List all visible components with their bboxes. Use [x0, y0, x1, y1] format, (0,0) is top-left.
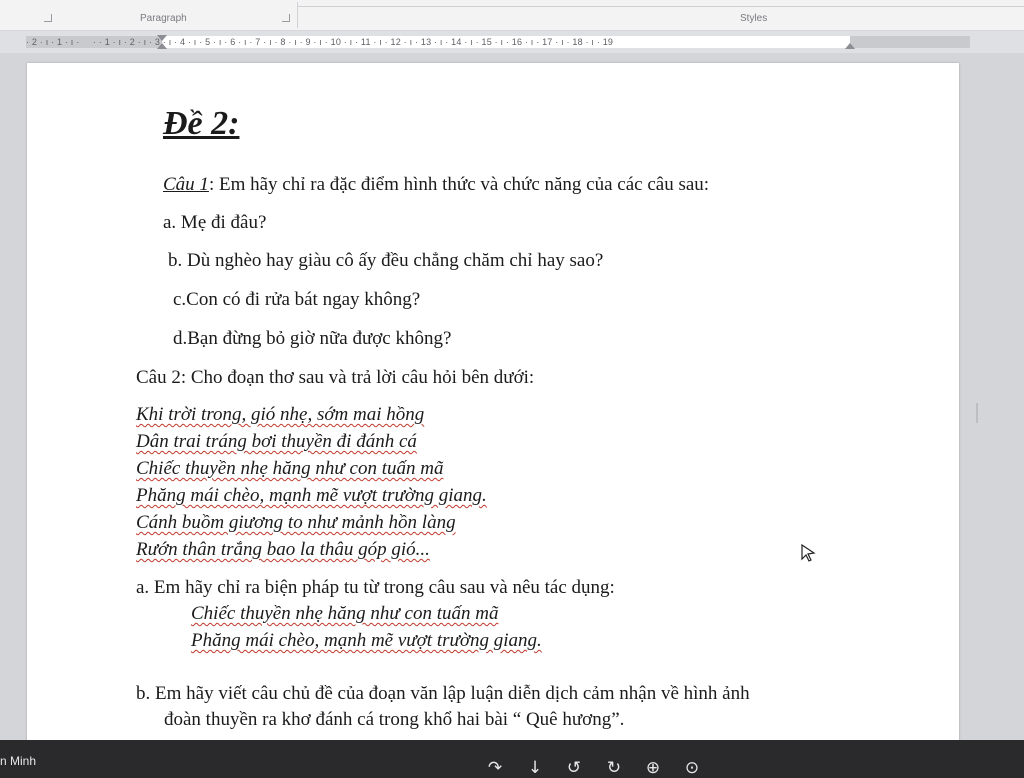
poem-line: Chiếc thuyền nhẹ hăng như con tuấn mã — [136, 458, 444, 479]
poem-line: Phăng mái chèo, mạnh mẽ vượt trường giang. — [136, 485, 487, 506]
zoom-in-icon[interactable]: ⊕ — [645, 758, 661, 778]
styles-group-label: Styles — [740, 13, 768, 24]
question-1-b: b. Dù nghèo hay giàu cô ấy đều chẳng chăm chỉ hay sao? — [168, 250, 604, 271]
redo-arrow-icon[interactable]: ↷ — [487, 758, 503, 778]
horizontal-ruler[interactable] — [0, 31, 1024, 53]
document-body[interactable] — [27, 63, 959, 753]
question-2-b: b. Em hãy viết câu chủ đề của đoạn văn lập luận diễn dịch cảm nhận về hình ảnh — [136, 683, 750, 704]
ruler-right-margin — [850, 36, 970, 48]
ribbon-divider — [298, 0, 1024, 7]
question-1-a: a. Mẹ đi đâu? — [163, 212, 267, 233]
viewer-toolbar — [0, 740, 1024, 778]
question-1 — [163, 174, 709, 196]
font-dialog-launcher-icon[interactable] — [44, 14, 52, 22]
question-1-d: d.Bạn đừng bỏ giờ nữa được không? — [173, 328, 452, 349]
question-2-b-continued: đoàn thuyền ra khơ đánh cá trong khổ hai bài “ Quê hương”. — [164, 709, 625, 730]
document-page[interactable] — [27, 63, 959, 753]
user-name: n Minh — [0, 754, 37, 768]
mouse-pointer-icon — [800, 543, 818, 563]
paragraph-group-label: Paragraph — [140, 13, 187, 24]
document-title: Đề 2: — [163, 105, 240, 142]
question-1-text: : Em hãy chỉ ra đặc điểm hình thức và chức năng của các câu sau: — [208, 174, 710, 195]
right-indent-marker[interactable] — [845, 43, 855, 49]
quoted-line: Chiếc thuyền nhẹ hăng như con tuấn mã — [191, 603, 499, 624]
ribbon-separator — [297, 2, 298, 28]
ruler-ticks: · 2 · ı · 1 · ı · · · 1 · ı · 2 · ı · 3 · ı · 4 · ı · 5 · ı · 6 · ı · 7 · ı · 8 · ı · 9 · ı · 10 · ı · 11 · ı · 12 · ı · 13 · ı · 14 · ı · 15 · ı · 16 · ı · 17 · ı · 18 · ı · 19 — [26, 37, 614, 47]
download-icon[interactable]: ↓ — [527, 758, 543, 778]
rotate-right-icon[interactable]: ↻ — [606, 758, 622, 778]
poem-line: Cánh buồm giương to như mảnh hồn làng — [136, 512, 456, 533]
actual-size-icon[interactable]: ⊙ — [684, 758, 700, 778]
poem-line: Rướn thân trắng bao la thâu góp gió... — [136, 539, 430, 560]
question-2-a: a. Em hãy chỉ ra biện pháp tu từ trong câu sau và nêu tác dụng: — [136, 577, 615, 598]
ribbon — [0, 0, 1024, 31]
paragraph-dialog-launcher-icon[interactable] — [282, 14, 290, 22]
question-2: Câu 2: Cho đoạn thơ sau và trả lời câu hỏi bên dưới: — [136, 367, 535, 388]
poem-line: Khi trời trong, gió nhẹ, sớm mai hồng — [136, 404, 425, 425]
rotate-left-icon[interactable]: ↺ — [566, 758, 582, 778]
hanging-indent-marker[interactable] — [157, 43, 167, 49]
poem-line: Dân trai tráng bơi thuyền đi đánh cá — [136, 431, 417, 452]
first-line-indent-marker[interactable] — [157, 35, 167, 41]
question-1-c: c.Con có đi rửa bát ngay không? — [173, 289, 421, 310]
question-1-label: Câu 1 — [163, 174, 209, 195]
document-workspace — [0, 53, 1024, 740]
quoted-line: Phăng mái chèo, mạnh mẽ vượt trường giang. — [191, 630, 542, 651]
scrollbar-marker[interactable] — [976, 403, 978, 423]
